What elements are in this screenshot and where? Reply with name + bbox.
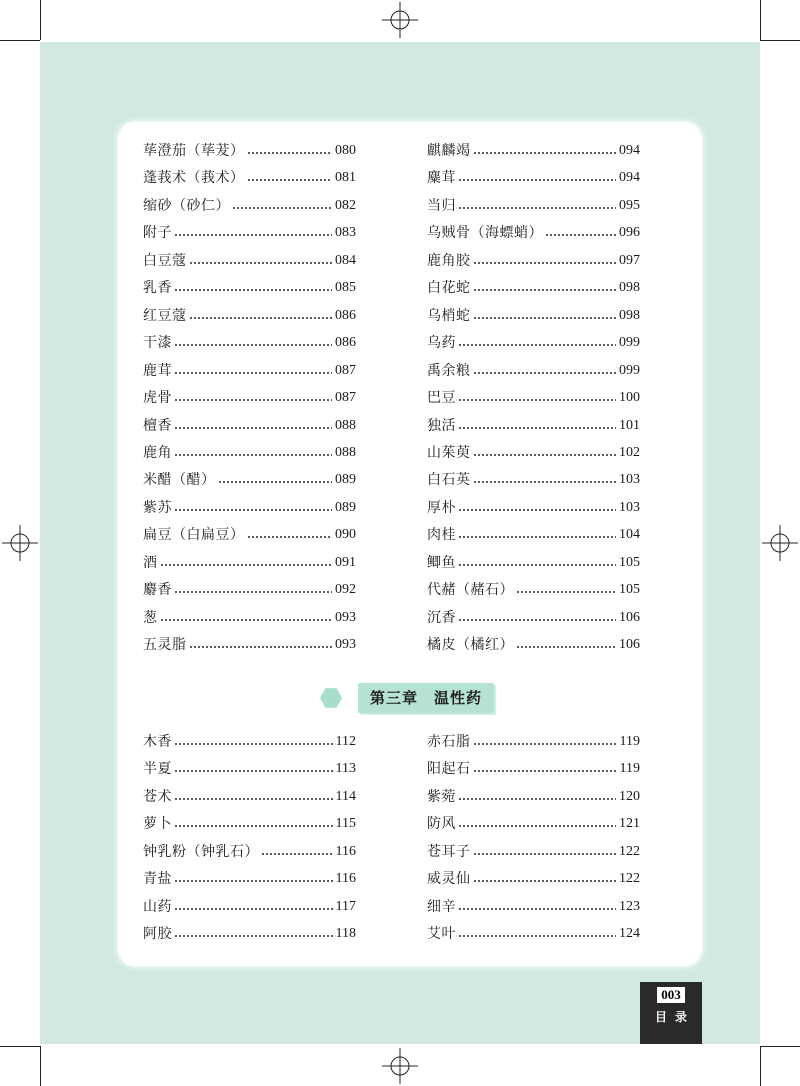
toc-entry[interactable] xyxy=(143,730,356,754)
entry-page-number: 124 xyxy=(619,926,640,942)
entry-title: 蓬莪术（莪术） xyxy=(143,170,245,187)
entry-page-number: 096 xyxy=(619,225,640,241)
toc-entry[interactable] xyxy=(427,633,640,657)
entry-title: 鹿茸 xyxy=(143,362,172,379)
leader-dots xyxy=(160,564,333,566)
page-number: 003 xyxy=(657,987,685,1003)
leader-dots xyxy=(473,770,617,772)
leader-dots xyxy=(174,234,332,236)
toc-entry[interactable] xyxy=(427,496,640,520)
leader-dots xyxy=(473,372,617,374)
toc-entry[interactable] xyxy=(143,194,356,218)
entry-title: 沉香 xyxy=(427,609,456,626)
entry-title: 橘皮（橘红） xyxy=(427,637,514,654)
entry-title: 细辛 xyxy=(427,898,456,915)
entry-page-number: 087 xyxy=(335,390,356,406)
leader-dots xyxy=(458,536,616,538)
leader-dots xyxy=(261,853,333,855)
entry-title: 鲫鱼 xyxy=(427,554,456,571)
entry-title: 防风 xyxy=(427,816,456,833)
entry-title: 麋茸 xyxy=(427,170,456,187)
toc-entry[interactable] xyxy=(427,276,640,300)
leader-dots xyxy=(473,454,617,456)
toc-entry[interactable] xyxy=(427,578,640,602)
entry-page-number: 105 xyxy=(619,554,640,570)
entry-page-number: 081 xyxy=(335,170,356,186)
entry-page-number: 113 xyxy=(335,761,356,777)
entry-page-number: 092 xyxy=(335,582,356,598)
entry-page-number: 121 xyxy=(619,816,640,832)
toc-entry[interactable] xyxy=(427,386,640,410)
leader-dots xyxy=(174,798,333,800)
leader-dots xyxy=(189,317,333,319)
entry-title: 附子 xyxy=(143,225,172,242)
leader-dots xyxy=(174,372,332,374)
entry-page-number: 088 xyxy=(335,444,356,460)
toc-entry[interactable] xyxy=(143,812,356,836)
leader-dots xyxy=(473,152,617,154)
toc-entry[interactable] xyxy=(427,249,640,273)
toc-entry[interactable] xyxy=(143,221,356,245)
leader-dots xyxy=(174,289,332,291)
toc-entry[interactable] xyxy=(143,468,356,492)
leader-dots xyxy=(247,536,333,538)
leader-dots xyxy=(174,770,333,772)
leader-dots xyxy=(473,481,617,483)
leader-dots xyxy=(458,564,616,566)
entry-title: 禹余粮 xyxy=(427,362,471,379)
leader-dots xyxy=(458,798,616,800)
entry-page-number: 118 xyxy=(335,926,356,942)
entry-page-number: 094 xyxy=(619,170,640,186)
entry-page-number: 094 xyxy=(619,143,640,158)
leader-dots xyxy=(174,880,333,882)
leader-dots xyxy=(174,743,333,745)
toc-entry[interactable] xyxy=(143,922,356,946)
entry-title: 独活 xyxy=(427,417,456,434)
entry-title: 威灵仙 xyxy=(427,871,471,888)
chapter-heading xyxy=(320,683,494,713)
entry-page-number: 116 xyxy=(335,843,356,859)
toc-entry[interactable] xyxy=(143,523,356,547)
entry-page-number: 098 xyxy=(619,307,640,323)
entry-page-number: 102 xyxy=(619,444,640,460)
entry-page-number: 106 xyxy=(619,637,640,653)
leader-dots xyxy=(218,481,333,483)
leader-dots xyxy=(458,427,616,429)
toc-entry[interactable] xyxy=(143,139,356,163)
entry-page-number: 122 xyxy=(619,871,640,887)
toc-entry[interactable] xyxy=(143,867,356,891)
entry-title: 萝卜 xyxy=(143,816,172,833)
crop-mark xyxy=(0,40,40,41)
entry-title: 紫苏 xyxy=(143,499,172,516)
entry-title: 山茱萸 xyxy=(427,444,471,461)
leader-dots xyxy=(232,207,332,209)
leader-dots xyxy=(174,509,332,511)
entry-page-number: 087 xyxy=(335,362,356,378)
entry-title: 乌梢蛇 xyxy=(427,307,471,324)
entry-title: 白石英 xyxy=(427,472,471,489)
entry-title: 白豆蔻 xyxy=(143,252,187,269)
leader-dots xyxy=(473,853,617,855)
entry-page-number: 089 xyxy=(335,499,356,515)
entry-page-number: 112 xyxy=(335,734,356,749)
entry-title: 肉桂 xyxy=(427,527,456,544)
entry-page-number: 093 xyxy=(335,609,356,625)
page-tab xyxy=(640,982,702,1044)
entry-page-number: 098 xyxy=(619,280,640,296)
entry-page-number: 103 xyxy=(619,472,640,488)
leader-dots xyxy=(516,646,616,648)
entry-title: 麒麟竭 xyxy=(427,143,471,159)
toc-entry[interactable] xyxy=(143,551,356,575)
crop-mark xyxy=(0,1046,40,1047)
toc-entry[interactable] xyxy=(143,496,356,520)
entry-page-number: 082 xyxy=(335,197,356,213)
entry-page-number: 088 xyxy=(335,417,356,433)
entry-page-number: 097 xyxy=(619,252,640,268)
toc-entry[interactable] xyxy=(143,304,356,328)
entry-page-number: 099 xyxy=(619,335,640,351)
entry-title: 乌贼骨（海螵蛸） xyxy=(427,225,543,242)
entry-page-number: 122 xyxy=(619,843,640,859)
leader-dots xyxy=(473,317,617,319)
crop-mark xyxy=(40,1046,41,1086)
leader-dots xyxy=(247,152,333,154)
leader-dots xyxy=(473,880,617,882)
toc-entry[interactable] xyxy=(143,895,356,919)
entry-title: 紫菀 xyxy=(427,788,456,805)
toc-entry[interactable] xyxy=(427,194,640,218)
toc-entry[interactable] xyxy=(143,414,356,438)
entry-title: 荜澄茄（荜茇） xyxy=(143,143,245,159)
leader-dots xyxy=(189,646,333,648)
entry-title: 代赭（赭石） xyxy=(427,582,514,599)
leader-dots xyxy=(174,344,332,346)
toc-entry[interactable] xyxy=(143,578,356,602)
leader-dots xyxy=(174,591,332,593)
crop-mark xyxy=(760,40,800,41)
toc-entry[interactable] xyxy=(427,551,640,575)
entry-title: 乳香 xyxy=(143,280,172,297)
entry-title: 干漆 xyxy=(143,335,172,352)
entry-page-number: 085 xyxy=(335,280,356,296)
toc-entry[interactable] xyxy=(143,441,356,465)
entry-page-number: 115 xyxy=(335,816,356,832)
toc-entry[interactable] xyxy=(427,414,640,438)
leader-dots xyxy=(458,399,616,401)
toc-entry[interactable] xyxy=(427,523,640,547)
hexagon-icon xyxy=(320,687,342,709)
toc-entry[interactable] xyxy=(427,895,640,919)
toc-entry[interactable] xyxy=(427,606,640,630)
entry-title: 扁豆（白扁豆） xyxy=(143,527,245,544)
toc-entry[interactable] xyxy=(427,812,640,836)
entry-title: 巴豆 xyxy=(427,390,456,407)
entry-title: 钟乳粉（钟乳石） xyxy=(143,843,259,860)
entry-title: 当归 xyxy=(427,197,456,214)
leader-dots xyxy=(174,399,332,401)
entry-title: 虎骨 xyxy=(143,390,172,407)
toc-entry[interactable] xyxy=(143,757,356,781)
toc-entry[interactable] xyxy=(143,606,356,630)
leader-dots xyxy=(458,935,616,937)
entry-title: 木香 xyxy=(143,734,172,750)
crop-mark xyxy=(760,1046,800,1047)
entry-title: 苍术 xyxy=(143,788,172,805)
entry-title: 半夏 xyxy=(143,761,172,778)
toc-entry[interactable] xyxy=(427,359,640,383)
entry-title: 鹿角 xyxy=(143,444,172,461)
toc-entry[interactable] xyxy=(143,633,356,657)
entry-title: 阳起石 xyxy=(427,761,471,778)
leader-dots xyxy=(458,344,616,346)
entry-title: 酒 xyxy=(143,554,158,571)
toc-entry[interactable] xyxy=(143,840,356,864)
registration-mark-icon xyxy=(382,2,418,38)
entry-title: 缩砂（砂仁） xyxy=(143,197,230,214)
entry-title: 檀香 xyxy=(143,417,172,434)
entry-page-number: 106 xyxy=(619,609,640,625)
toc-entry[interactable] xyxy=(143,166,356,190)
toc-entry[interactable] xyxy=(427,840,640,864)
toc-entry[interactable] xyxy=(427,922,640,946)
leader-dots xyxy=(458,908,616,910)
crop-mark xyxy=(760,0,761,40)
registration-mark-icon xyxy=(382,1048,418,1084)
leader-dots xyxy=(473,743,617,745)
chapter-title: 第三章 温性药 xyxy=(358,683,494,713)
entry-title: 五灵脂 xyxy=(143,637,187,654)
entry-page-number: 086 xyxy=(335,335,356,351)
entry-title: 麝香 xyxy=(143,582,172,599)
leader-dots xyxy=(545,234,616,236)
toc-entry[interactable] xyxy=(427,166,640,190)
leader-dots xyxy=(458,619,616,621)
entry-title: 厚朴 xyxy=(427,499,456,516)
entry-page-number: 083 xyxy=(335,225,356,241)
entry-page-number: 101 xyxy=(619,417,640,433)
entry-title: 红豆蔻 xyxy=(143,307,187,324)
entry-title: 山药 xyxy=(143,898,172,915)
entry-page-number: 105 xyxy=(619,582,640,598)
toc-entry[interactable] xyxy=(427,757,640,781)
entry-title: 鹿角胶 xyxy=(427,252,471,269)
entry-page-number: 090 xyxy=(335,527,356,543)
entry-title: 白花蛇 xyxy=(427,280,471,297)
toc-entry[interactable] xyxy=(427,221,640,245)
entry-page-number: 086 xyxy=(335,307,356,323)
toc-entry[interactable] xyxy=(427,867,640,891)
section-label: 目录 xyxy=(654,1010,695,1024)
crop-mark xyxy=(760,1046,761,1086)
toc-entry[interactable] xyxy=(143,359,356,383)
entry-title: 青盐 xyxy=(143,871,172,888)
toc-entry[interactable] xyxy=(427,441,640,465)
entry-page-number: 104 xyxy=(619,527,640,543)
leader-dots xyxy=(458,509,616,511)
entry-page-number: 103 xyxy=(619,499,640,515)
leader-dots xyxy=(174,935,333,937)
leader-dots xyxy=(516,591,616,593)
leader-dots xyxy=(247,179,333,181)
entry-page-number: 095 xyxy=(619,197,640,213)
toc-entry[interactable] xyxy=(427,331,640,355)
entry-page-number: 080 xyxy=(335,143,356,158)
toc-entry[interactable] xyxy=(427,730,640,754)
leader-dots xyxy=(174,825,333,827)
entry-title: 苍耳子 xyxy=(427,843,471,860)
entry-page-number: 114 xyxy=(335,788,356,804)
registration-mark-icon xyxy=(762,525,798,561)
entry-page-number: 117 xyxy=(335,898,356,914)
entry-page-number: 091 xyxy=(335,554,356,570)
leader-dots xyxy=(473,289,617,291)
toc-entry[interactable] xyxy=(427,304,640,328)
entry-title: 阿胶 xyxy=(143,926,172,943)
leader-dots xyxy=(160,619,333,621)
leader-dots xyxy=(174,427,332,429)
entry-page-number: 119 xyxy=(619,734,640,749)
entry-page-number: 116 xyxy=(335,871,356,887)
leader-dots xyxy=(174,908,333,910)
entry-title: 赤石脂 xyxy=(427,734,471,750)
entry-page-number: 089 xyxy=(335,472,356,488)
leader-dots xyxy=(174,454,332,456)
toc-entry[interactable] xyxy=(427,785,640,809)
entry-page-number: 119 xyxy=(619,761,640,777)
toc-entry[interactable] xyxy=(143,249,356,273)
leader-dots xyxy=(473,262,617,264)
entry-title: 乌药 xyxy=(427,335,456,352)
toc-entry[interactable] xyxy=(143,276,356,300)
entry-title: 艾叶 xyxy=(427,926,456,943)
entry-page-number: 120 xyxy=(619,788,640,804)
toc-entry[interactable] xyxy=(143,785,356,809)
leader-dots xyxy=(458,179,616,181)
toc-entry[interactable] xyxy=(143,386,356,410)
entry-page-number: 099 xyxy=(619,362,640,378)
toc-entry[interactable] xyxy=(143,331,356,355)
entry-title: 葱 xyxy=(143,609,158,626)
entry-page-number: 093 xyxy=(335,637,356,653)
entry-page-number: 084 xyxy=(335,252,356,268)
toc-entry[interactable] xyxy=(427,468,640,492)
toc-entry[interactable] xyxy=(427,139,640,163)
leader-dots xyxy=(458,207,616,209)
entry-page-number: 123 xyxy=(619,898,640,914)
entry-page-number: 100 xyxy=(619,390,640,406)
entry-title: 米醋（醋） xyxy=(143,472,216,489)
registration-mark-icon xyxy=(2,525,38,561)
leader-dots xyxy=(189,262,333,264)
leader-dots xyxy=(458,825,616,827)
crop-mark xyxy=(40,0,41,40)
